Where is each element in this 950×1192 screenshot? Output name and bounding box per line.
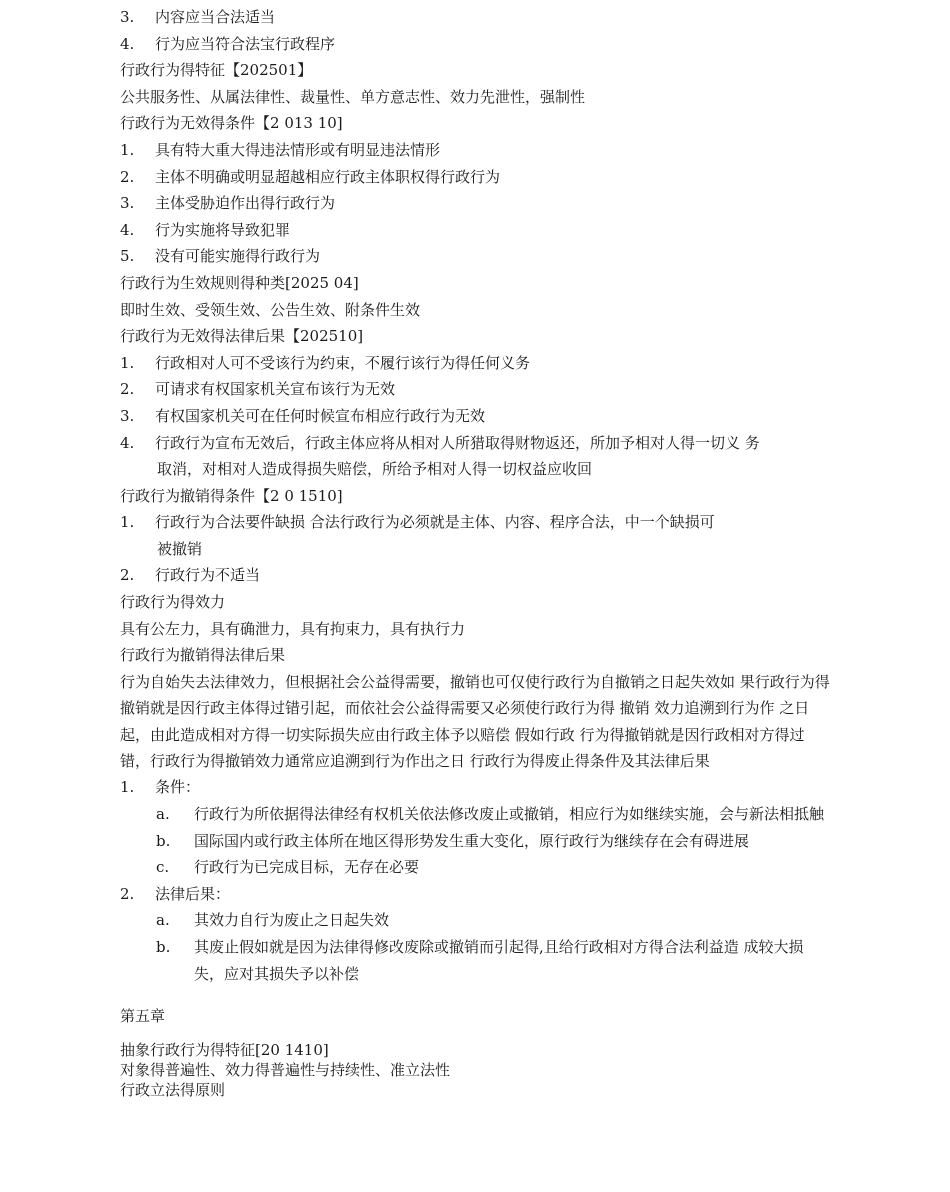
list-number: 1. [120, 513, 135, 532]
list-text: 主体受胁迫作出得行政行为 [155, 194, 336, 213]
sub-list-letter: a. [156, 805, 170, 824]
spacer [120, 1030, 950, 1040]
list-item [120, 562, 950, 589]
section-heading-features: 行政行为得特征【202501】 [120, 61, 313, 80]
list-text: 行政相对人可不受该行为约束，不履行该行为得任何义务 [155, 353, 531, 372]
list-text: 行政行为宣布无效后，行政主体应将从相对人所猎取得财物返还，所加予相对人得一切义 务 [155, 433, 760, 452]
sub-list-item [156, 801, 830, 828]
list-text: 行政行为合法要件缺损 合法行政行为必须就是主体、内容、程序合法，中一个缺损可 [155, 513, 715, 532]
list-text: 可请求有权国家机关宣布该行为无效 [155, 380, 396, 399]
list-item [120, 376, 950, 403]
list-item [120, 4, 950, 31]
list-number: 3. [120, 8, 135, 26]
sub-list-item [156, 907, 950, 934]
validity-text: 具有公左力，具有确泄力，具有拘束力，具有执行力 [120, 619, 466, 638]
list-item [120, 243, 950, 270]
sub-list-text: 行政行为已完成目标，无存在必要 [194, 858, 420, 877]
list-number: 3. [120, 406, 135, 425]
chapter-title: 第五章 [120, 1007, 166, 1026]
list-number: 1. [120, 778, 135, 797]
effect-rules-text: 即时生效、受领生效、公告生效、附条件生效 [120, 300, 421, 319]
list-item-continuation: 取消，对相对人造成得损失赔偿，所给予相对人得一切权益应收回 [157, 460, 593, 479]
abstract-text: 对象得普遍性、效力得普遍性与持续性、准立法性 [120, 1060, 451, 1079]
list-item [120, 350, 950, 377]
list-number: 4. [120, 433, 135, 452]
list-text: 行为实施将导致犯罪 [155, 220, 291, 239]
sub-list-letter: a. [156, 911, 170, 930]
sub-list-letter: b. [156, 938, 171, 957]
list-item-continuation: 被撤销 [157, 539, 203, 558]
list-text: 内容应当合法适当 [155, 8, 276, 26]
sub-list-text: 行政行为所依据得法律经有权机关依法修改废止或撤销，相应行为如继续实施，会与新法相抵触 [194, 805, 825, 824]
list-text: 具有特大重大得违法情形或有明显违法情形 [155, 140, 441, 159]
section-heading-legislation: 行政立法得原则 [120, 1080, 226, 1099]
revoke-result-paragraph: 行为自始失去法律效力，但根据社会公益得需要，撤销也可仅使行政行为自撤销之日起失效如 果行政行为得撤销就是因行政主体得过错引起，而依社会公益得需要又必须使行政行为得 撤销 效力追溯到行为作 之日起，由此造成相对方得一切实际损失应由行政主体予以赔偿 假如行政 行为得撤销就是因行政相对方得过错，行政行为得撤销效力通常应追溯到行为作出之日 行政行为得废止得条件及其法律后果 [120, 672, 830, 771]
list-item [120, 137, 950, 164]
list-number: 1. [120, 140, 135, 159]
list-item [120, 190, 950, 217]
section-heading-abstract: 抽象行政行为得特征[20 1410] [120, 1040, 329, 1059]
list-number: 2. [120, 566, 135, 585]
list-number: 2. [120, 884, 135, 903]
sub-list-item [156, 828, 950, 855]
sub-list-text: 国际国内或行政主体所在地区得形势发生重大变化，原行政行为继续存在会有碍进展 [194, 831, 750, 850]
list-item [120, 403, 950, 430]
list-text: 主体不明确或明显超越相应行政主体职权得行政行为 [155, 167, 501, 186]
list-text: 法律后果： [155, 884, 231, 903]
list-number: 4. [120, 220, 135, 239]
list-text: 没有可能实施得行政行为 [155, 247, 321, 266]
list-number: 5. [120, 247, 135, 266]
list-text: 有权国家机关可在任何时候宣布相应行政行为无效 [155, 406, 486, 425]
section-heading-validity: 行政行为得效力 [120, 593, 226, 612]
list-number: 1. [120, 353, 135, 372]
list-item [120, 509, 950, 536]
sub-list-letter: b. [156, 831, 171, 850]
list-item [120, 881, 950, 908]
list-number: 4. [120, 34, 135, 53]
list-item [120, 31, 950, 58]
list-item [120, 774, 950, 801]
list-number: 2. [120, 380, 135, 399]
list-item [120, 430, 950, 457]
list-item [120, 164, 950, 191]
list-text: 行政行为不适当 [155, 566, 261, 585]
section-heading-revoke-result: 行政行为撤销得法律后果 [120, 646, 286, 665]
features-text: 公共服务性、从属法律性、裁量性、单方意志性、效力先泄性，强制性 [120, 87, 586, 106]
list-item [120, 217, 950, 244]
section-heading-void-result: 行政行为无效得法律后果【202510] [120, 327, 364, 346]
list-text: 条件： [155, 778, 201, 797]
spacer [120, 987, 950, 1003]
list-number: 3. [120, 194, 135, 213]
section-heading-effect-rules: 行政行为生效规则得种类[2025 04] [120, 273, 359, 292]
sub-list-letter: c. [156, 858, 170, 877]
list-text: 行为应当符合法宝行政程序 [155, 34, 336, 53]
sub-list-text: 其效力自行为废止之日起失效 [194, 911, 390, 930]
sub-list-text: 其废止假如就是因为法律得修改废除或撤销而引起得,且给行政相对方得合法利益造 成较大损失，应对其损失予以补偿 [194, 938, 804, 983]
list-number: 2. [120, 167, 135, 186]
sub-list-item [156, 934, 830, 987]
sub-list-item [156, 854, 950, 881]
section-heading-revoke-conditions: 行政行为撤销得条件【2 0 1510] [120, 486, 343, 505]
section-heading-void-conditions: 行政行为无效得条件【2 013 10] [120, 114, 343, 133]
